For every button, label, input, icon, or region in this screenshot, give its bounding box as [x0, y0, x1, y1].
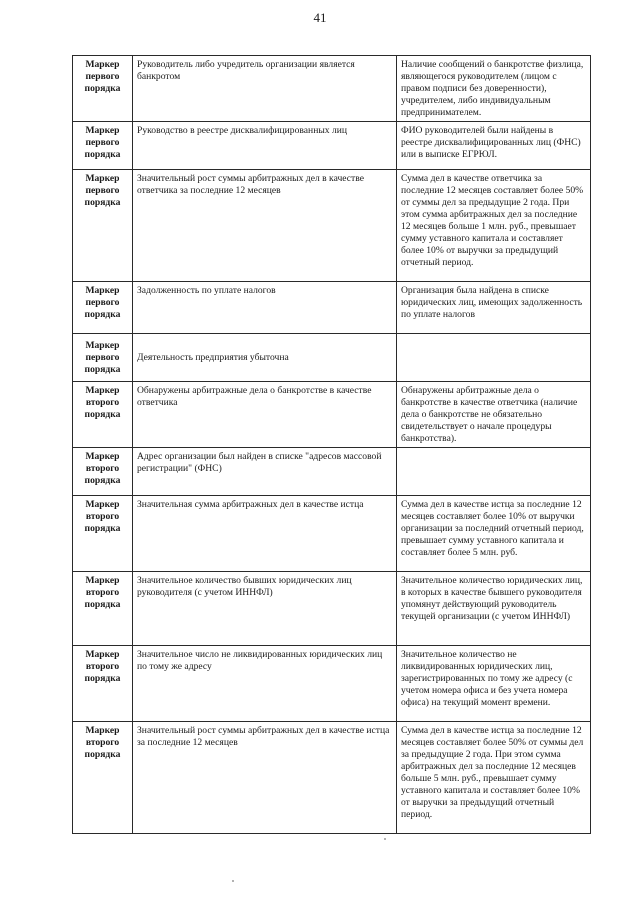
description-cell: Деятельность предприятия убыточна — [133, 334, 397, 382]
description-cell: Адрес организации был найден в списке "адресов массовой регистрации" (ФНС) — [133, 448, 397, 496]
marker-cell: Маркер первого порядка — [73, 334, 133, 382]
marker-cell: Маркер первого порядка — [73, 170, 133, 282]
description-cell: Значительное число не ликвидированных юридических лиц по тому же адресу — [133, 646, 397, 722]
description-cell: Задолженность по уплате налогов — [133, 282, 397, 334]
marker-cell: Маркер второго порядка — [73, 448, 133, 496]
table-row — [73, 170, 591, 282]
condition-cell: Значительное количество юридических лиц, в которых в качестве бывшего руководителя упомянут действующий руководитель текущей организации (с учетом ИННФЛ) — [397, 572, 591, 646]
table-row — [73, 496, 591, 572]
condition-cell: Сумма дел в качестве истца за последние 12 месяцев составляет более 10% от выручки организации за последний отчетный период, превышает сумму уставного капитала и составляет более 5 млн. руб. — [397, 496, 591, 572]
table-row — [73, 56, 591, 122]
table-row — [73, 646, 591, 722]
description-cell: Значительное количество бывших юридических лиц руководителя (с учетом ИННФЛ) — [133, 572, 397, 646]
marker-cell: Маркер второго порядка — [73, 646, 133, 722]
marker-cell: Маркер второго порядка — [73, 496, 133, 572]
description-cell: Обнаружены арбитражные дела о банкротстве в качестве ответчика — [133, 382, 397, 448]
scan-speck — [232, 880, 234, 882]
marker-cell: Маркер первого порядка — [73, 282, 133, 334]
page-number: 41 — [313, 10, 327, 25]
condition-cell — [397, 448, 591, 496]
condition-cell: Организация была найдена в списке юридических лиц, имеющих задолженность по уплате налогов — [397, 282, 591, 334]
description-cell: Значительный рост суммы арбитражных дел в качестве ответчика за последние 12 месяцев — [133, 170, 397, 282]
marker-cell: Маркер первого порядка — [73, 56, 133, 122]
table-row — [73, 722, 591, 834]
description-cell: Руководство в реестре дисквалифицированных лиц — [133, 122, 397, 170]
marker-cell: Маркер второго порядка — [73, 722, 133, 834]
table-row — [73, 572, 591, 646]
marker-cell: Маркер второго порядка — [73, 382, 133, 448]
table-row — [73, 334, 591, 382]
condition-cell: Обнаружены арбитражные дела о банкротстве в качестве ответчика (наличие дела о банкротстве не обязательно свидетельствует о начале процедуры банкротства). — [397, 382, 591, 448]
risk-markers-table — [72, 55, 591, 834]
description-cell: Значительный рост суммы арбитражных дел в качестве истца за последние 12 месяцев — [133, 722, 397, 834]
condition-cell: ФИО руководителей были найдены в реестре дисквалифицированных лиц (ФНС) или в выписке ЕГРЮЛ. — [397, 122, 591, 170]
description-cell: Руководитель либо учредитель организации является банкротом — [133, 56, 397, 122]
condition-cell: Сумма дел в качестве ответчика за последние 12 месяцев составляет более 50% от суммы дел за предыдущие 2 года. При этом сумма арбитражных дел за последние 12 месяцев больше 1 млн. руб., превышает сумму уставного капитала и составляет более 10% от выручки за предыдущий отчетный период. — [397, 170, 591, 282]
condition-cell — [397, 334, 591, 382]
marker-cell: Маркер второго порядка — [73, 572, 133, 646]
table-row — [73, 448, 591, 496]
table-row — [73, 382, 591, 448]
description-cell: Значительная сумма арбитражных дел в качестве истца — [133, 496, 397, 572]
scan-speck — [384, 838, 386, 840]
marker-cell: Маркер первого порядка — [73, 122, 133, 170]
table-row — [73, 282, 591, 334]
condition-cell: Сумма дел в качестве истца за последние 12 месяцев составляет более 50% от суммы дел за предыдущие 2 года. При этом сумма арбитражных дел за последние 12 месяцев больше 5 млн. руб., превышает сумму уставного капитала и составляет более 10% от выручки за предыдущий отчетный период. — [397, 722, 591, 834]
condition-cell: Наличие сообщений о банкротстве физлица, являющегося руководителем (лицом с правом подписи без доверенности), учредителем, либо индивидуальным предпринимателем. — [397, 56, 591, 122]
condition-cell: Значительное количество не ликвидированных юридических лиц, зарегистрированных по тому же адресу (с учетом номера офиса и без учета номера офиса) на текущий момент времени. — [397, 646, 591, 722]
table-row — [73, 122, 591, 170]
